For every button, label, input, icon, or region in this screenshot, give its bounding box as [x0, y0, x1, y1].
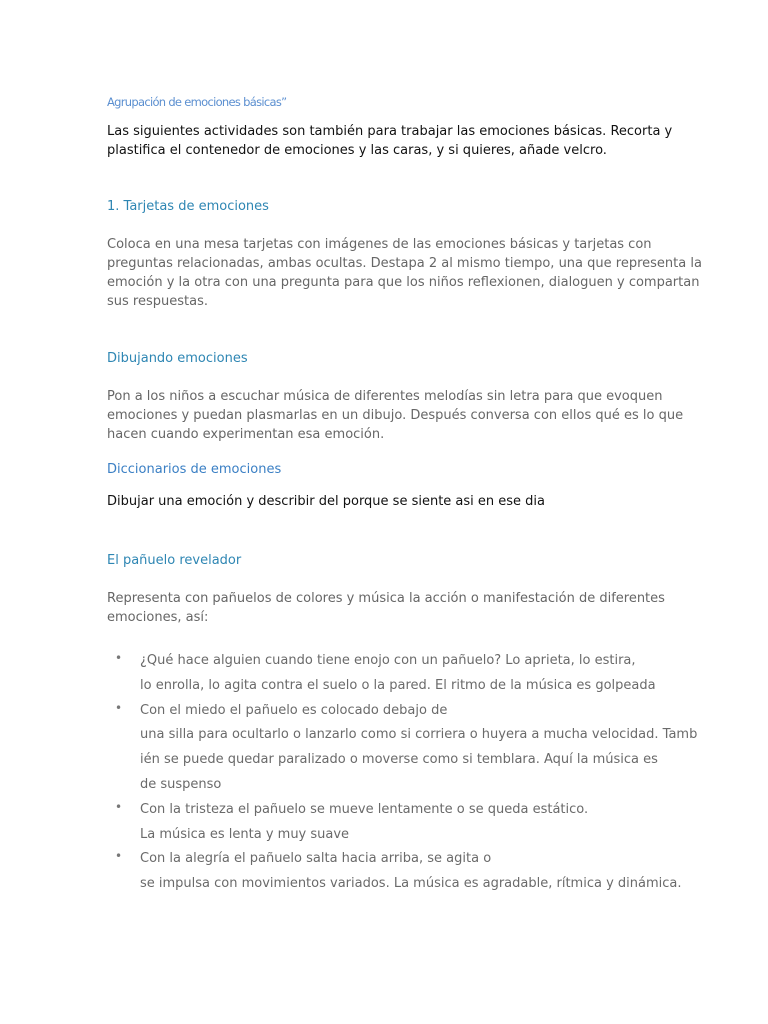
intro-line: Las siguientes actividades son también para trabajar las emociones básicas. Recorta y: [107, 124, 673, 139]
section-body-panuelo: [107, 589, 665, 627]
body-line: Coloca en una mesa tarjetas con imágenes de las emociones básicas y tarjetas con: [107, 237, 652, 252]
list-item: [107, 701, 707, 800]
list-item-line: Con la alegría el pañuelo salta hacia arriba, se agita o: [140, 851, 492, 867]
list-item-line: de suspenso: [140, 776, 222, 792]
list-item-line: una silla para ocultarlo o lanzarlo como si corriera o huyera a mucha velocidad. Tamb: [140, 727, 698, 743]
list-item-line: se impulsa con movimientos variados. La música es agradable, rítmica y dinámica.: [140, 876, 682, 892]
section-body-diccionarios: [107, 494, 545, 509]
list-item-line: La música es lenta y muy suave: [140, 826, 350, 842]
section-body-dibujando: [107, 387, 683, 444]
body-line: Representa con pañuelos de colores y música la acción o manifestación de diferentes: [107, 591, 665, 606]
body-line: hacen cuando experimentan esa emoción.: [107, 427, 385, 442]
bullet-icon: •: [115, 700, 123, 715]
document-title: Agrupación de emociones básicas”: [107, 95, 287, 109]
list-item-line: Con la tristeza el pañuelo se mueve lentamente o se queda estático.: [140, 801, 589, 817]
list-item-line: Con el miedo el pañuelo es colocado debajo de: [140, 702, 448, 718]
body-line: emoción y la otra con una pregunta para que los niños reflexionen, dialoguen y compartan: [107, 275, 700, 290]
section-heading-panuelo: El pañuelo revelador: [107, 553, 242, 568]
body-line: emociones y puedan plasmarlas en un dibujo. Después conversa con ellos qué es lo que: [107, 408, 684, 423]
list-item-line: ¿Qué hace alguien cuando tiene enojo con un pañuelo? Lo aprieta, lo estira,: [140, 653, 636, 668]
bullet-list: [107, 651, 707, 899]
body-line: emociones, así:: [107, 610, 209, 625]
bullet-icon: •: [115, 651, 123, 665]
list-item-line: lo enrolla, lo agita contra el suelo o la pared. El ritmo de la música es golpeada: [140, 677, 656, 693]
body-line: Dibujar una emoción y describir del porque se siente asi en ese dia: [107, 494, 546, 509]
list-item: [107, 651, 707, 701]
body-line: sus respuestas.: [107, 294, 208, 309]
list-item: [107, 800, 707, 850]
bullet-icon: •: [115, 849, 123, 864]
list-item-line: ién se puede quedar paralizado o moverse como si temblara. Aquí la música es: [140, 752, 658, 768]
body-line: preguntas relacionadas, ambas ocultas. Destapa 2 al mismo tiempo, una que representa la: [107, 256, 702, 271]
bullet-icon: •: [115, 799, 123, 814]
body-line: Pon a los niños a escuchar música de diferentes melodías sin letra para que evoquen: [107, 389, 663, 404]
section-body-tarjetas: [107, 235, 702, 311]
section-heading-tarjetas: 1. Tarjetas de emociones: [107, 199, 269, 214]
section-heading-diccionarios: Diccionarios de emociones: [107, 462, 282, 477]
intro-paragraph: [107, 122, 672, 160]
intro-line: plastifica el contenedor de emociones y las caras, y si quieres, añade velcro.: [107, 143, 607, 158]
section-heading-dibujando: Dibujando emociones: [107, 351, 248, 366]
list-item: [107, 849, 707, 899]
